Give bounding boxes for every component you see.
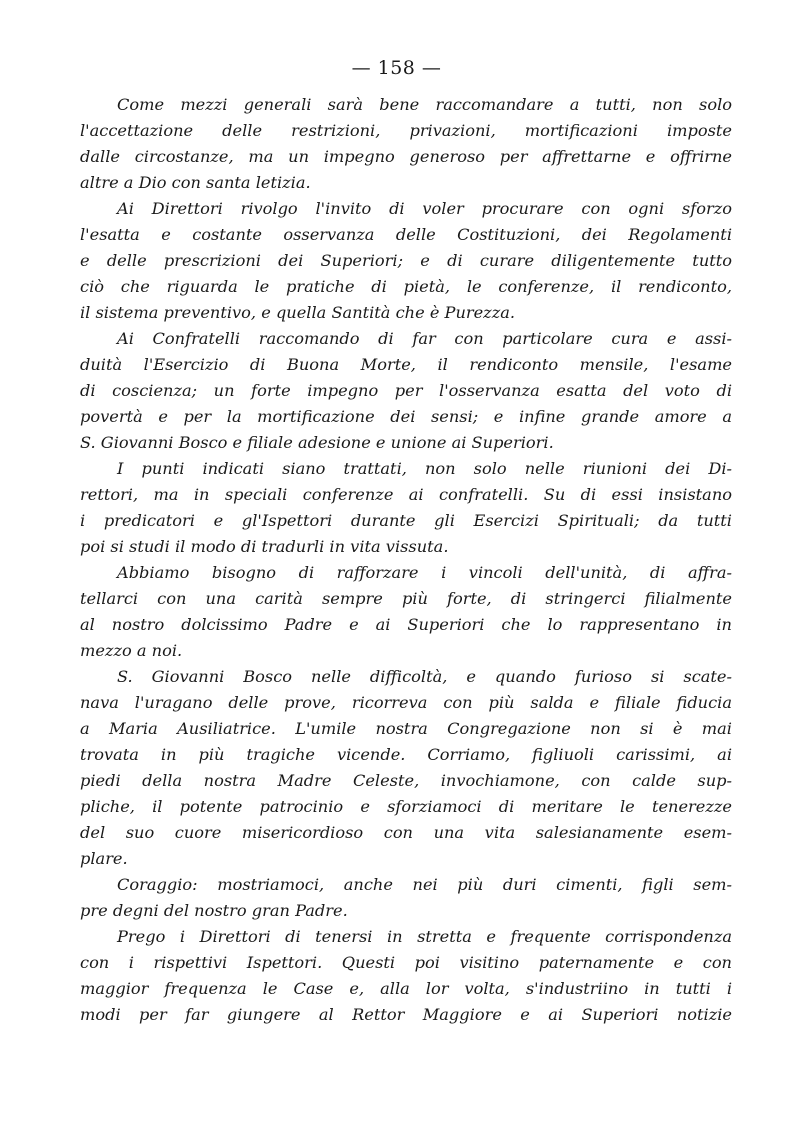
paragraph xyxy=(80,664,732,872)
text-line: modi per far giungere al Rettor Maggiore e ai Superiori notizie xyxy=(80,1005,732,1024)
text-line: altre a Dio con santa letizia. xyxy=(80,173,311,192)
text-line: l'esatta e costante osservanza delle Costituzioni, dei Regolamenti xyxy=(80,225,732,244)
text-line: di coscienza; un forte impegno per l'osservanza esatta del voto di xyxy=(80,381,732,400)
text-line: Come mezzi generali sarà bene raccomandare a tutti, non solo xyxy=(117,95,732,114)
text-line: con i rispettivi Ispettori. Questi poi visitino paternamente e con xyxy=(80,953,732,972)
paragraph xyxy=(80,456,732,560)
text-line: del suo cuore misericordioso con una vita salesianamente esem- xyxy=(80,823,732,842)
text-line: Prego i Direttori di tenersi in stretta e frequente corrispondenza xyxy=(117,927,732,946)
paragraph xyxy=(80,924,732,1028)
paragraph xyxy=(80,196,732,326)
text-line: piedi della nostra Madre Celeste, invochiamone, con calde sup- xyxy=(80,771,732,790)
body-text xyxy=(80,92,732,1028)
text-line: pre degni del nostro gran Padre. xyxy=(80,901,348,920)
text-line: Coraggio: mostriamoci, anche nei più duri cimenti, figli sem- xyxy=(117,875,732,894)
text-line: l'accettazione delle restrizioni, privazioni, mortificazioni imposte xyxy=(80,121,732,140)
paragraph xyxy=(80,560,732,664)
text-line: il sistema preventivo, e quella Santità che è Purezza. xyxy=(80,303,516,322)
text-line: tellarci con una carità sempre più forte, di stringerci filialmente xyxy=(80,589,732,608)
text-line: duità l'Esercizio di Buona Morte, il rendiconto mensile, l'esame xyxy=(80,355,732,374)
paragraph xyxy=(80,326,732,456)
paragraph xyxy=(80,92,732,196)
text-line: Abbiamo bisogno di rafforzare i vincoli dell'unità, di affra- xyxy=(117,563,732,582)
text-line: poi si studi il modo di tradurli in vita vissuta. xyxy=(80,537,449,556)
text-line: nava l'uragano delle prove, ricorreva con più salda e filiale fiducia xyxy=(80,693,732,712)
text-line: plare. xyxy=(80,849,128,868)
text-line: pliche, il potente patrocinio e sforziamoci di meritare le tenerezze xyxy=(80,797,732,816)
text-line: al nostro dolcissimo Padre e ai Superiori che lo rappresentano in xyxy=(80,615,732,634)
text-line: ciò che riguarda le pratiche di pietà, le conferenze, il rendiconto, xyxy=(80,277,732,296)
text-line: trovata in più tragiche vicende. Corriamo, figliuoli carissimi, ai xyxy=(80,745,732,764)
text-line: S. Giovanni Bosco e filiale adesione e unione ai Superiori. xyxy=(80,433,554,452)
text-line: maggior frequenza le Case e, alla lor volta, s'industriino in tutti i xyxy=(80,979,732,998)
paragraph xyxy=(80,872,732,924)
text-line: i predicatori e gl'Ispettori durante gli Esercizi Spirituali; da tutti xyxy=(80,511,732,530)
text-line: S. Giovanni Bosco nelle difficoltà, e quando furioso si scate- xyxy=(117,667,732,686)
text-line: I punti indicati siano trattati, non solo nelle riunioni dei Di- xyxy=(117,459,732,478)
text-line: Ai Confratelli raccomando di far con particolare cura e assi- xyxy=(117,329,732,348)
text-line: povertà e per la mortificazione dei sensi; e infine grande amore a xyxy=(80,407,732,426)
text-line: mezzo a noi. xyxy=(80,641,183,660)
text-line: rettori, ma in speciali conferenze ai confratelli. Su di essi insistano xyxy=(80,485,732,504)
text-line: e delle prescrizioni dei Superiori; e di curare diligentemente tutto xyxy=(80,251,732,270)
text-line: Ai Direttori rivolgo l'invito di voler procurare con ogni sforzo xyxy=(117,199,732,218)
text-line: a Maria Ausiliatrice. L'umile nostra Congregazione non si è mai xyxy=(80,719,732,738)
page-number: — 158 — xyxy=(351,57,442,79)
text-line: dalle circostanze, ma un impegno generoso per affrettarne e offrirne xyxy=(80,147,732,166)
